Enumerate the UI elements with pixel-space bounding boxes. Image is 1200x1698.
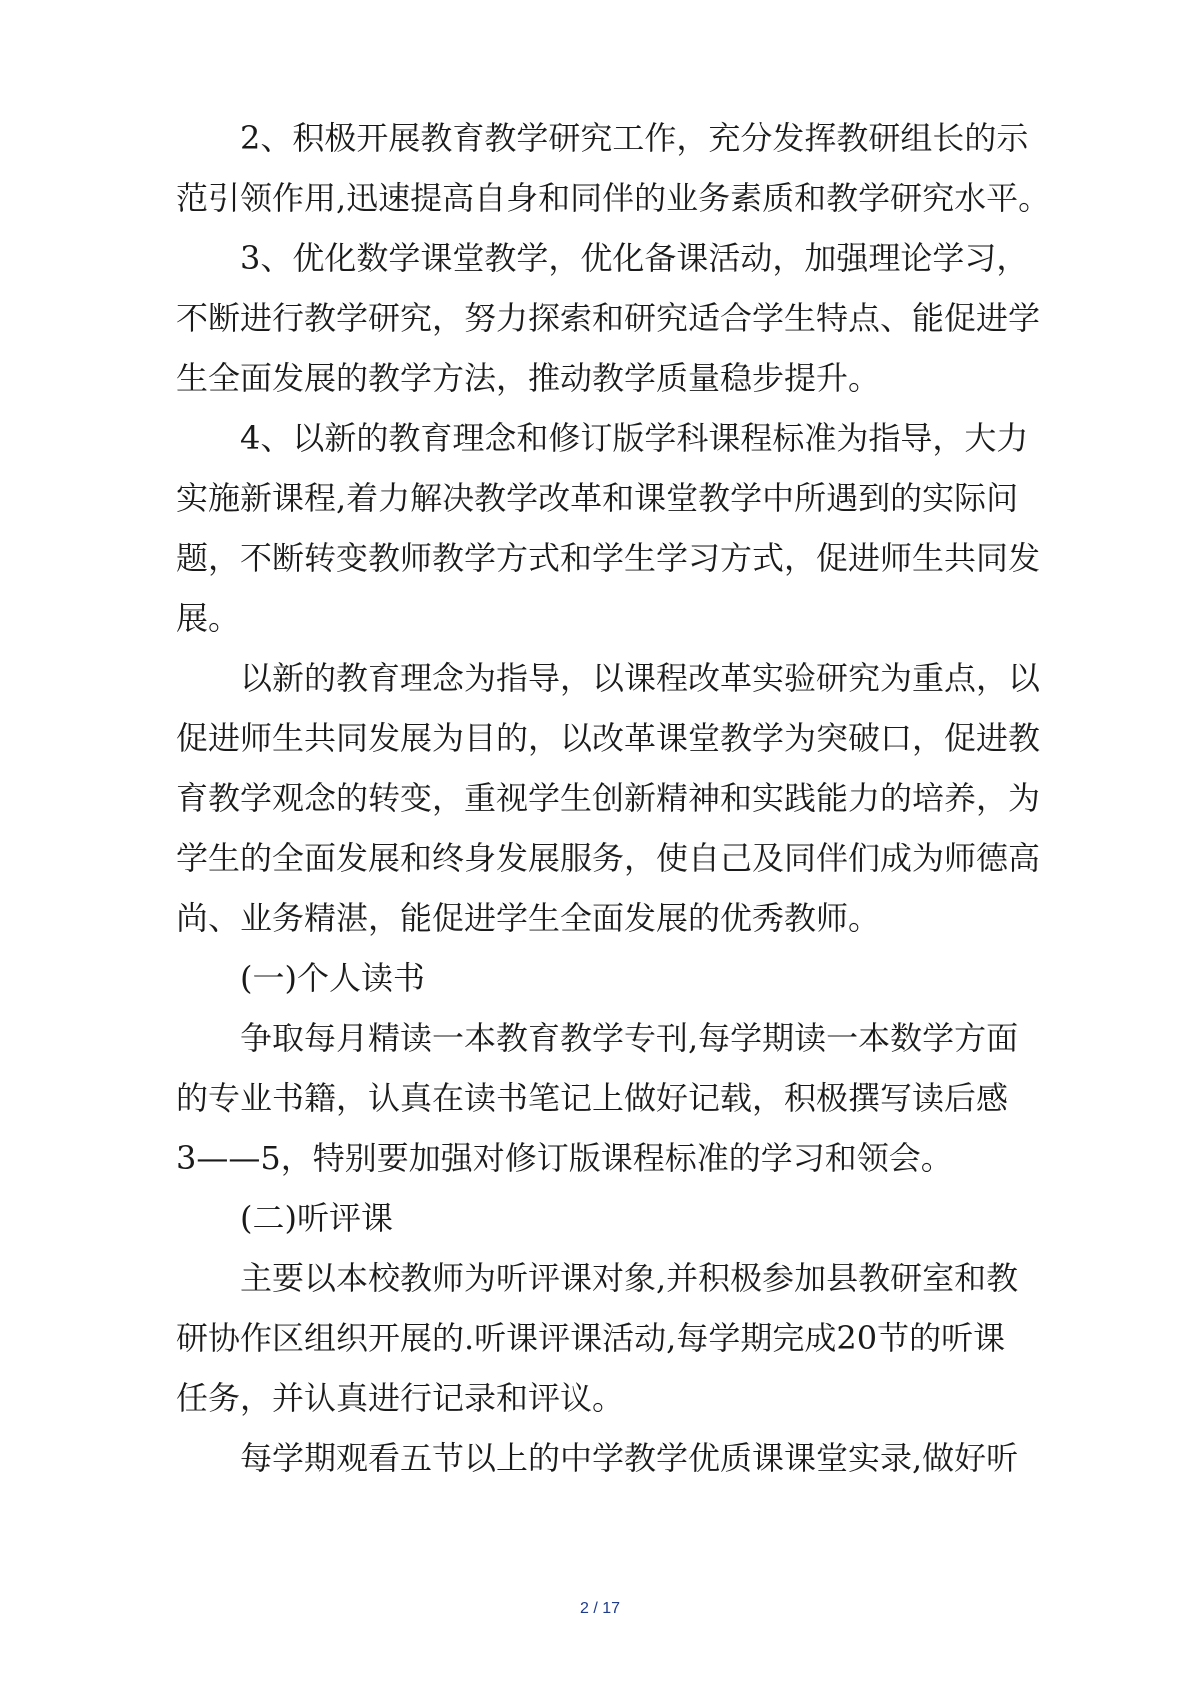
text-line: 范引领作用,迅速提高自身和同伴的业务素质和教学研究水平。	[176, 179, 1051, 217]
text-line: 主要以本校教师为听评课对象,并积极参加县教研室和教	[176, 1259, 1019, 1297]
text-line: 促进师生共同发展为目的，以改革课堂教学为突破口，促进教	[176, 719, 1041, 757]
page-number: 2 / 17	[579, 1600, 621, 1617]
text-line: 生全面发展的教学方法，推动教学质量稳步提升。	[176, 359, 881, 397]
text-line: 3——5，特别要加强对修订版课程标准的学习和领会。	[176, 1139, 953, 1177]
text-line: 育教学观念的转变，重视学生创新精神和实践能力的培养，为	[176, 779, 1041, 817]
text-line: 以新的教育理念为指导，以课程改革实验研究为重点，以	[176, 659, 1041, 697]
text-line: 展。	[176, 599, 241, 637]
text-line: 学生的全面发展和终身发展服务，使自己及同伴们成为师德高	[176, 839, 1041, 877]
text-line: 的专业书籍，认真在读书笔记上做好记载，积极撰写读后感	[176, 1079, 1009, 1117]
text-line: 实施新课程,着力解决教学改革和课堂教学中所遇到的实际问	[176, 479, 1019, 517]
text-line: 任务，并认真进行记录和评议。	[176, 1379, 625, 1417]
text-line: 3、优化数学课堂教学，优化备课活动，加强理论学习，	[176, 239, 1029, 277]
text-line: 4、以新的教育理念和修订版学科课程标准为指导，大力	[176, 419, 1029, 457]
text-line: 题，不断转变教师教学方式和学生学习方式，促进师生共同发	[176, 539, 1041, 577]
text-line: 争取每月精读一本教育教学专刊,每学期读一本数学方面	[176, 1019, 1019, 1057]
section-heading: (二)听评课	[176, 1199, 393, 1237]
text-line: 2、积极开展教育教学研究工作，充分发挥教研组长的示	[176, 119, 1029, 157]
section-heading: (一)个人读书	[176, 959, 425, 997]
text-line: 每学期观看五节以上的中学教学优质课课堂实录,做好听	[176, 1439, 1019, 1477]
text-line: 不断进行教学研究，努力探索和研究适合学生特点、能促进学	[176, 299, 1041, 337]
text-line: 研协作区组织开展的.听课评课活动,每学期完成20节的听课	[176, 1319, 1006, 1357]
text-line: 尚、业务精湛，能促进学生全面发展的优秀教师。	[176, 899, 881, 937]
